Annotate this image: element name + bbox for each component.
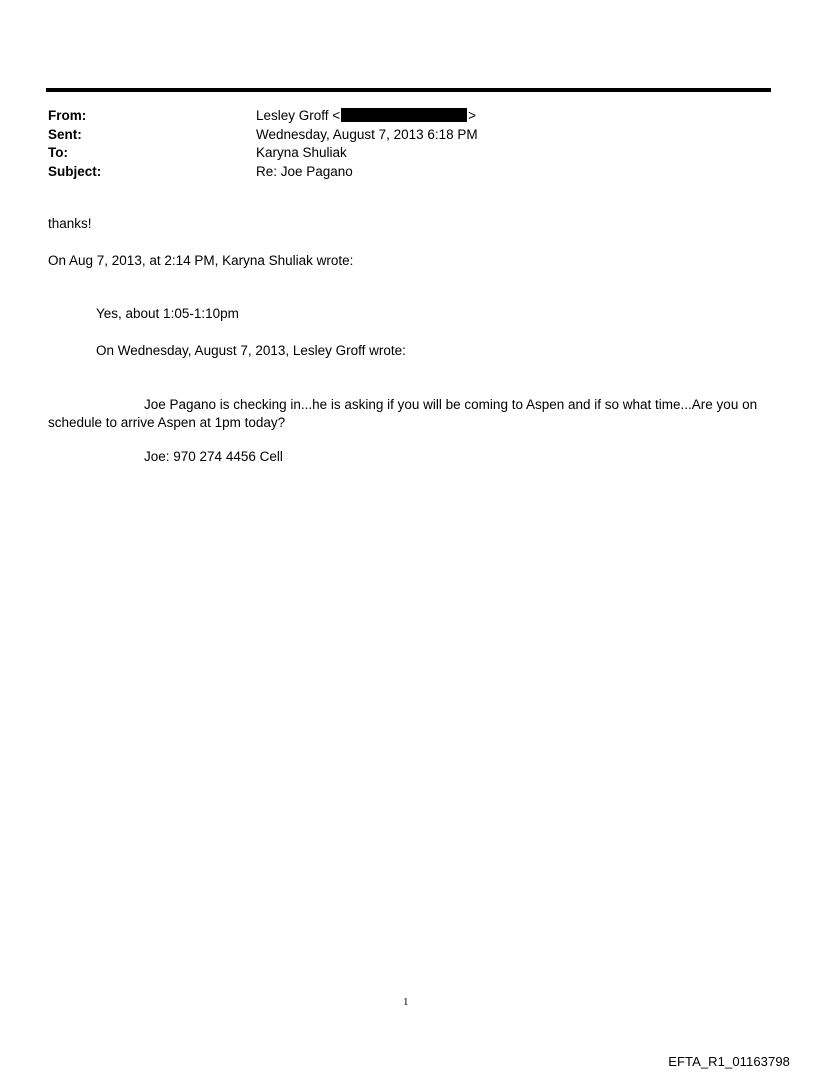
quote1-attribution: On Aug 7, 2013, at 2:14 PM, Karyna Shuliak wrote: (48, 253, 354, 268)
quote1-text: Yes, about 1:05-1:10pm (96, 306, 239, 321)
bates-number: EFTA_R1_01163798 (668, 1054, 790, 1069)
sent-value: Wednesday, August 7, 2013 6:18 PM (256, 126, 478, 142)
quote2-contact: Joe: 970 274 4456 Cell (144, 449, 283, 464)
sent-label: Sent: (48, 126, 82, 142)
redaction-block (341, 108, 467, 122)
from-label: From: (48, 108, 87, 123)
from-value (256, 107, 476, 126)
header-divider-rule (46, 88, 771, 92)
subject-row (48, 163, 478, 182)
page-number: 1 (403, 996, 409, 1008)
reply-text: thanks! (48, 216, 92, 231)
to-row (48, 144, 478, 163)
from-row (48, 107, 478, 126)
to-value: Karyna Shuliak (256, 145, 347, 160)
subject-label: Subject: (48, 163, 102, 179)
from-name: Lesley Groff < (256, 108, 341, 123)
quote2-attribution: On Wednesday, August 7, 2013, Lesley Groff wrote: (96, 343, 406, 358)
quote2-text: Joe Pagano is checking in...he is asking if you will be coming to Aspen and if so what time...Are you on schedule to arrive Aspen at 1pm today? (48, 397, 758, 430)
to-label: To: (48, 145, 68, 160)
email-header (48, 107, 478, 181)
from-close-bracket: > (468, 108, 477, 123)
sent-row (48, 126, 478, 145)
subject-value: Re: Joe Pagano (256, 163, 353, 179)
